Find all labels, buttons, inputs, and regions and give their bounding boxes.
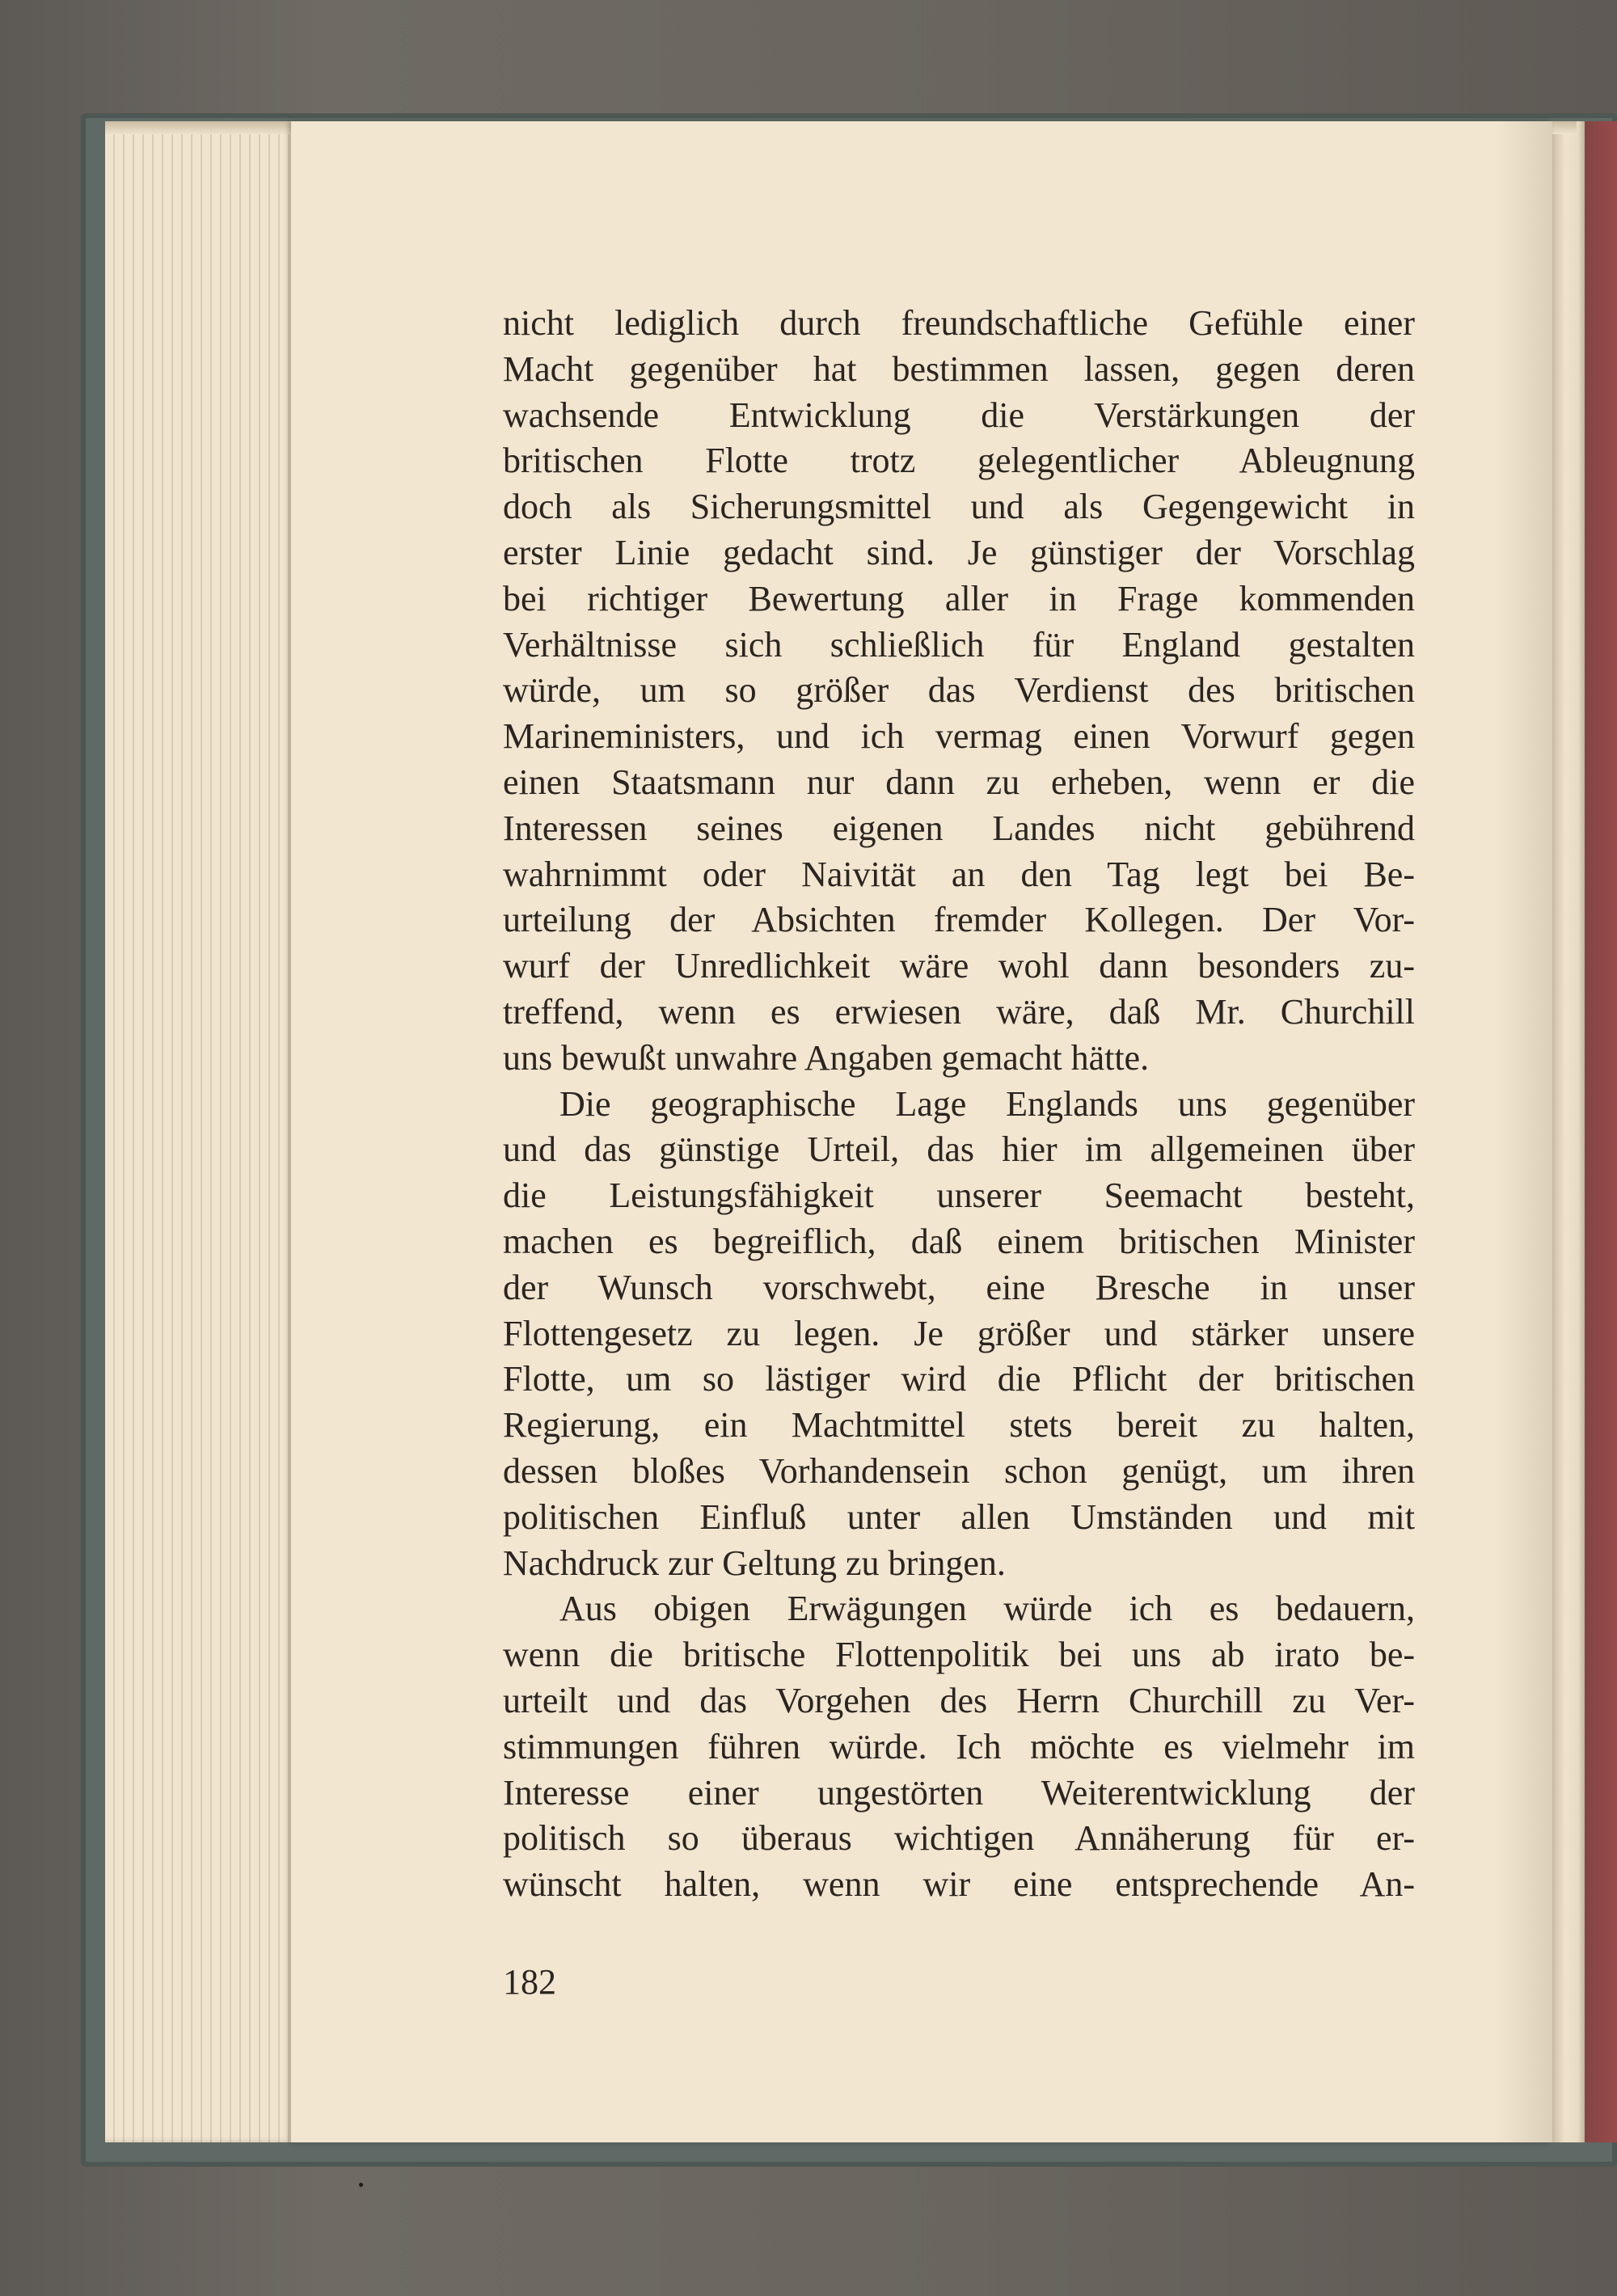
text-line: Regierung, ein Machtmittel stets bereit zu halten, [503,1405,1415,1446]
text-line: doch als Sicherungsmittel und als Gegengewicht in [503,487,1415,527]
text-line: bei richtiger Bewertung aller in Frage kommenden [503,578,1415,618]
text-line: dessen bloßes Vorhandensein schon genügt, um ihren [503,1450,1415,1491]
text-line: wenn die britische Flottenpolitik bei uns ab irato be- [503,1635,1415,1675]
text-line: Flotte, um so lästiger wird die Pflicht der britischen [503,1359,1415,1399]
text-line: stimmungen führen würde. Ich möchte es vielmehr im [503,1726,1415,1766]
text-line: treffend, wenn es erwiesen wäre, daß Mr. Churchill [503,991,1415,1032]
text-line: urteilung der Absichten fremder Kollegen. Der Vor- [503,900,1415,940]
text-line: nicht lediglich durch freundschaftliche Gefühle einer [503,303,1415,343]
text-line: einen Staatsmann nur dann zu erheben, wenn er die [503,762,1415,802]
text-line: Marineministers, und ich vermag einen Vorwurf gegen [503,716,1415,757]
text-line: Aus obigen Erwägungen würde ich es bedauern, [559,1589,1415,1629]
text-line: politisch so überaus wichtigen Annäherung für er- [503,1818,1415,1859]
text-line: machen es begreiflich, daß einem britischen Minister [503,1221,1415,1261]
page-number: 182 [503,1962,556,2002]
text-line: erster Linie gedacht sind. Je günstiger der Vorschlag [503,532,1415,572]
book-page [291,121,1552,2142]
text-line: würde, um so größer das Verdienst des britischen [503,670,1415,711]
text-line: Interessen seines eigenen Landes nicht gebührend [503,808,1415,848]
page-body-text [503,301,1415,1908]
text-line: wurf der Unredlichkeit wäre wohl dann besonders zu- [503,946,1415,986]
paragraph-3 [503,1586,1415,1908]
text-line: der Wunsch vorschwebt, eine Bresche in unser [503,1267,1415,1307]
dust-speck [359,2183,363,2187]
gutter-shadow [1496,121,1552,2142]
paragraph-2 [503,1082,1415,1587]
text-line: wünscht halten, wenn wir eine entsprechende An- [503,1864,1415,1905]
text-line: Macht gegenüber hat bestimmen lassen, gegen deren [503,348,1415,389]
text-line: Verhältnisse sich schließlich für England gestalten [503,624,1415,665]
text-line: Interesse einer ungestörten Weiterentwicklung der [503,1772,1415,1813]
text-line: und das günstige Urteil, das hier im allgemeinen über [503,1129,1415,1170]
paragraph-1 [503,301,1415,1082]
page-stack-left [105,121,299,2142]
text-line: wahrnimmt oder Naivität an den Tag legt bei Be- [503,854,1415,894]
text-line: urteilt und das Vorgehen des Herrn Churchill zu Ver- [503,1680,1415,1720]
text-line: wachsende Entwicklung die Verstärkungen der [503,395,1415,435]
page-stack-right [1552,121,1585,2142]
text-line: Flottengesetz zu legen. Je größer und stärker unsere [503,1313,1415,1353]
text-line: die Leistungsfähigkeit unserer Seemacht besteht, [503,1175,1415,1216]
text-line: Die geographische Lage Englands uns gegenüber [559,1083,1415,1124]
text-line: Nachdruck zur Geltung zu bringen. [503,1543,1006,1583]
text-line: britischen Flotte trotz gelegentlicher Ableugnung [503,441,1415,481]
text-line: uns bewußt unwahre Angaben gemacht hätte. [503,1037,1150,1078]
text-line: politischen Einfluß unter allen Umständen und mit [503,1496,1415,1537]
